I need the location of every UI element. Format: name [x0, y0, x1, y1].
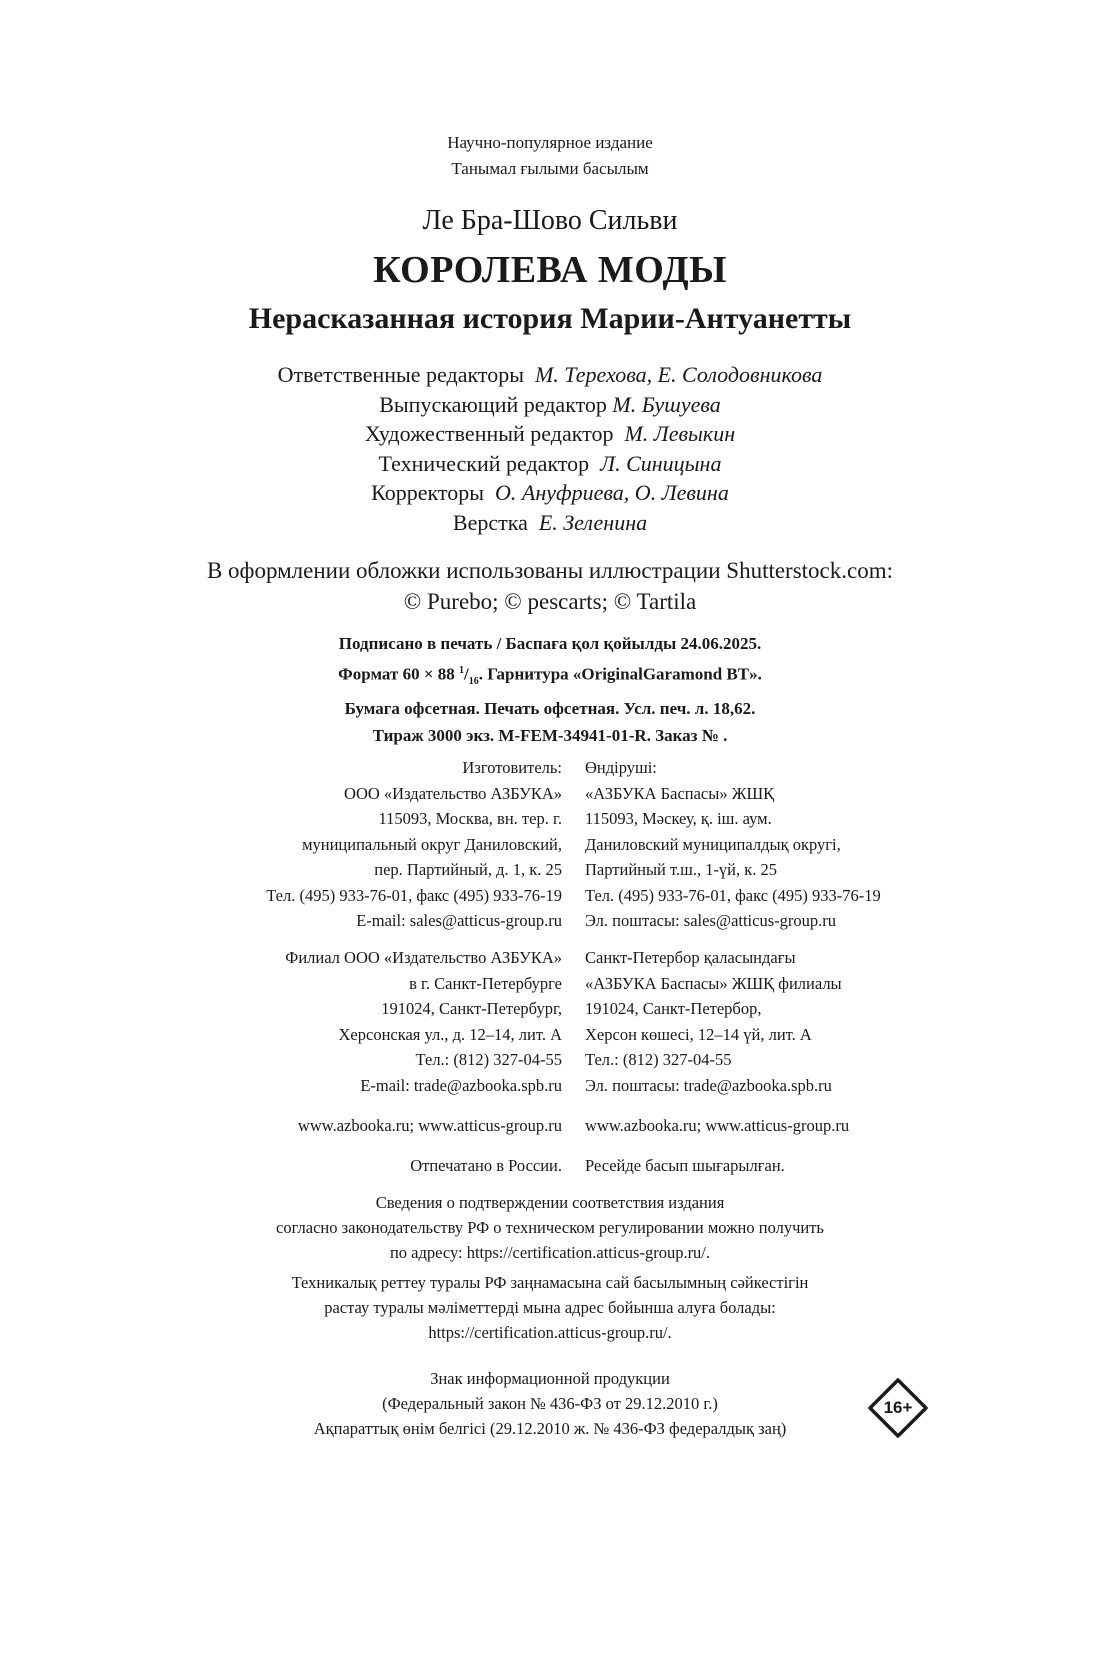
credit-line — [0, 390, 1100, 420]
format-line: Формат 60 × 88 $^1/_{16}$. Гарнитура «OriginalGaramond BT». — [338, 664, 762, 688]
credit-line — [0, 419, 1100, 449]
cover-credit-line: В оформлении обложки использованы иллюстрации Shutterstock.com: — [206, 558, 894, 583]
credit-line — [0, 449, 1100, 479]
printed-in-kz: Ресейде басып шығарылған. — [585, 1156, 785, 1175]
credit-name: Л. Синицына — [600, 450, 722, 476]
credit-line — [0, 508, 1100, 538]
age-rating-label: 16+ — [883, 1398, 913, 1417]
credit-role: Верстка — [452, 509, 528, 535]
signed-date: Подписано в печать / Баспаға қол қойылды 24.06.2025. — [338, 634, 762, 653]
credit-name: М. Левыкин — [624, 421, 736, 446]
certification-kz: Техникалық реттеу туралы РФ заңнамасына сай басылымның сәйкестігін растау туралы мәліметтерді мына адрес бойынша алуға болады: https://certification.atticus-group.ru/. — [291, 1273, 809, 1342]
credit-role: Технический редактор — [378, 450, 590, 476]
credit-role: Ответственные редакторы — [277, 362, 524, 387]
credit-name: О. Ануфриева, О. Левина — [495, 480, 729, 505]
run-line: Тираж 3000 экз. M-FEM-34941-01-R. Заказ № . — [372, 726, 728, 746]
branch-ru: Филиал ООО «Издательство АЗБУКА» в г. Санкт-Петербурге 191024, Санкт-Петербург, Херсонская ул., д. 12–14, лит. А Тел.: (812) 327-04-55 E-mail: trade@azbooka.spb.ru — [285, 948, 562, 1095]
websites-ru: www.azbooka.ru; www.atticus-group.ru — [297, 1116, 562, 1135]
genre-ru: Научно-популярное издание — [447, 133, 653, 152]
cover-credit-line: © Purebo; © pescarts; © Tartila — [403, 589, 697, 614]
credit-name: М. Бушуева — [612, 391, 721, 417]
age-rating-badge — [868, 1378, 928, 1438]
credits-block — [0, 360, 1100, 537]
book-subtitle: Нерасказанная история Марии-Антуанетты — [248, 302, 852, 335]
genre-kz: Танымал ғылыми басылым — [451, 159, 649, 178]
manufacturer-kz: Өндіруші: «АЗБУКА Баспасы» ЖШҚ 115093, Мәскеу, қ. іш. аум. Даниловский муниципалдық округі, Партийный т.ш., 1-үй, к. 25 Тел. (495) 933-76-01, факс (495) 933-76-19 Эл. поштасы: sales@atticus-group.ru — [585, 758, 881, 930]
paper-line: Бумага офсетная. Печать офсетная. Усл. печ. л. 18,62. — [344, 699, 756, 719]
branch-kz: Санкт-Петербор қаласындағы «АЗБУКА Баспасы» ЖШҚ филиалы 191024, Санкт-Петербор, Херсон көшесі, 12–14 үй, лит. А Тел.: (812) 327-04-55 Эл. поштасы: trade@azbooka.spb.ru — [585, 948, 842, 1095]
printed-in-ru: Отпечатано в России. — [410, 1156, 562, 1175]
credit-line — [0, 478, 1100, 508]
credit-role: Корректоры — [371, 480, 485, 505]
author-name: Ле Бра-Шово Сильви — [422, 205, 678, 236]
credit-role: Художественный редактор — [364, 421, 614, 446]
credit-name: Е. Зеленина — [538, 509, 648, 535]
info-product-sign: Знак информационной продукции (Федеральный закон № 436-ФЗ от 29.12.2010 г.) Ақпараттық өнім белгісі (29.12.2010 ж. № 436-ФЗ федералдық заң) — [313, 1369, 787, 1438]
credit-line — [0, 360, 1100, 390]
credit-role: Выпускающий редактор — [379, 391, 607, 417]
certification-ru: Сведения о подтверждении соответствия издания согласно законодательству РФ о техническом регулировании можно получить по адресу: https://certification.atticus-group.ru/. — [276, 1193, 824, 1262]
print-details — [0, 630, 1100, 749]
cover-credits — [0, 555, 1100, 617]
genre-block — [0, 130, 1100, 182]
book-title: КОРОЛЕВА МОДЫ — [373, 249, 727, 291]
credit-name: М. Терехова, Е. Солодовникова — [534, 362, 823, 387]
websites-kz: www.azbooka.ru; www.atticus-group.ru — [585, 1116, 850, 1135]
manufacturer-ru: Изготовитель: ООО «Издательство АЗБУКА» 115093, Москва, вн. тер. г. муниципальный округ Даниловский, пер. Партийный, д. 1, к. 25 Тел. (495) 933-76-01, факс (495) 933-76-19 E-mail: sales@atticus-group.ru — [266, 758, 562, 930]
